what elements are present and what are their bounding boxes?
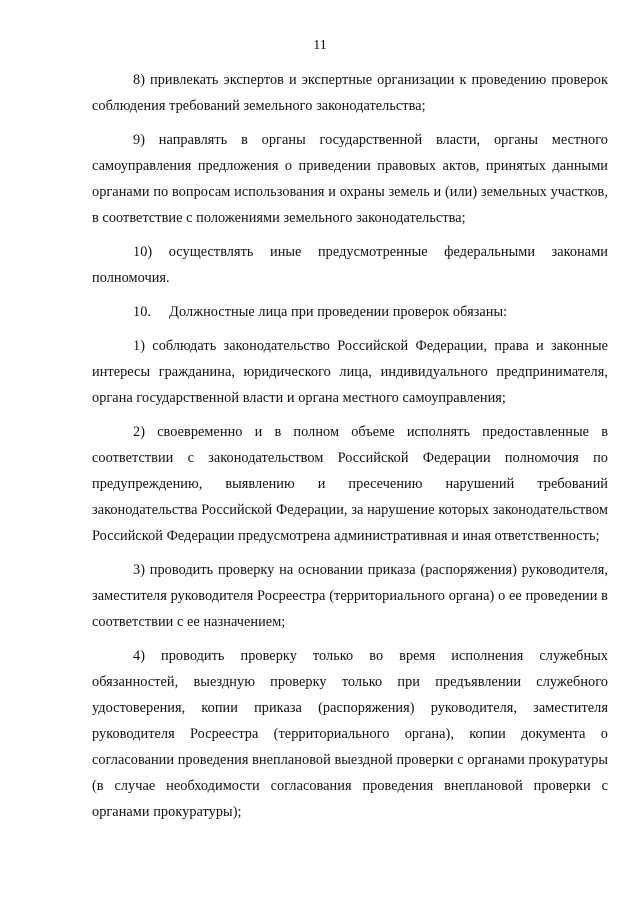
document-body (92, 67, 608, 825)
paragraph-duty-4: 4) проводить проверку только во время исполнения служебных обязанностей, выездную проверку только при предъявлении служебного удостоверения, копии приказа (распоряжения) руководителя, заместителя руководителя Росреестра (территориального органа), копии документа о согласовании проведения внеплановой выездной проверки с органами прокуратуры (в случае необходимости согласования проведения внеплановой проверки с органами прокуратуры); (92, 648, 608, 820)
paragraph-item-8: 8) привлекать экспертов и экспертные организации к проведению проверок соблюдения требований земельного законодательства; (92, 72, 608, 114)
paragraph-duty-1: 1) соблюдать законодательство Российской Федерации, права и законные интересы гражданина, юридического лица, индивидуального предпринимателя, органа государственной власти и органа местного самоуправления; (92, 338, 608, 406)
paragraph-duty-3: 3) проводить проверку на основании приказа (распоряжения) руководителя, заместителя руководителя Росреестра (территориального органа) о ее проведении в соответствии с ее назначением; (92, 562, 608, 630)
paragraph-item-9: 9) направлять в органы государственной власти, органы местного самоуправления предложения о приведении правовых актов, принятых данными органами по вопросам использования и охраны земель и (или) земельных участков, в соответствие с положениями земельного законодательства; (92, 132, 608, 226)
paragraph-item-10: 10) осуществлять иные предусмотренные федеральными законами полномочия. (92, 244, 608, 286)
paragraph-duty-2: 2) своевременно и в полном объеме исполнять предоставленные в соответствии с законодательством Российской Федерации полномочия по предупреждению, выявлению и пресечению нарушений требований законодательства Российской Федерации, за нарушение которых законодательством Российской Федерации предусмотрена административная и иная ответственность; (92, 424, 608, 544)
page-number: 11 (313, 38, 327, 53)
section-10-heading: 10. Должностные лица при проведении проверок обязаны: (133, 304, 508, 320)
